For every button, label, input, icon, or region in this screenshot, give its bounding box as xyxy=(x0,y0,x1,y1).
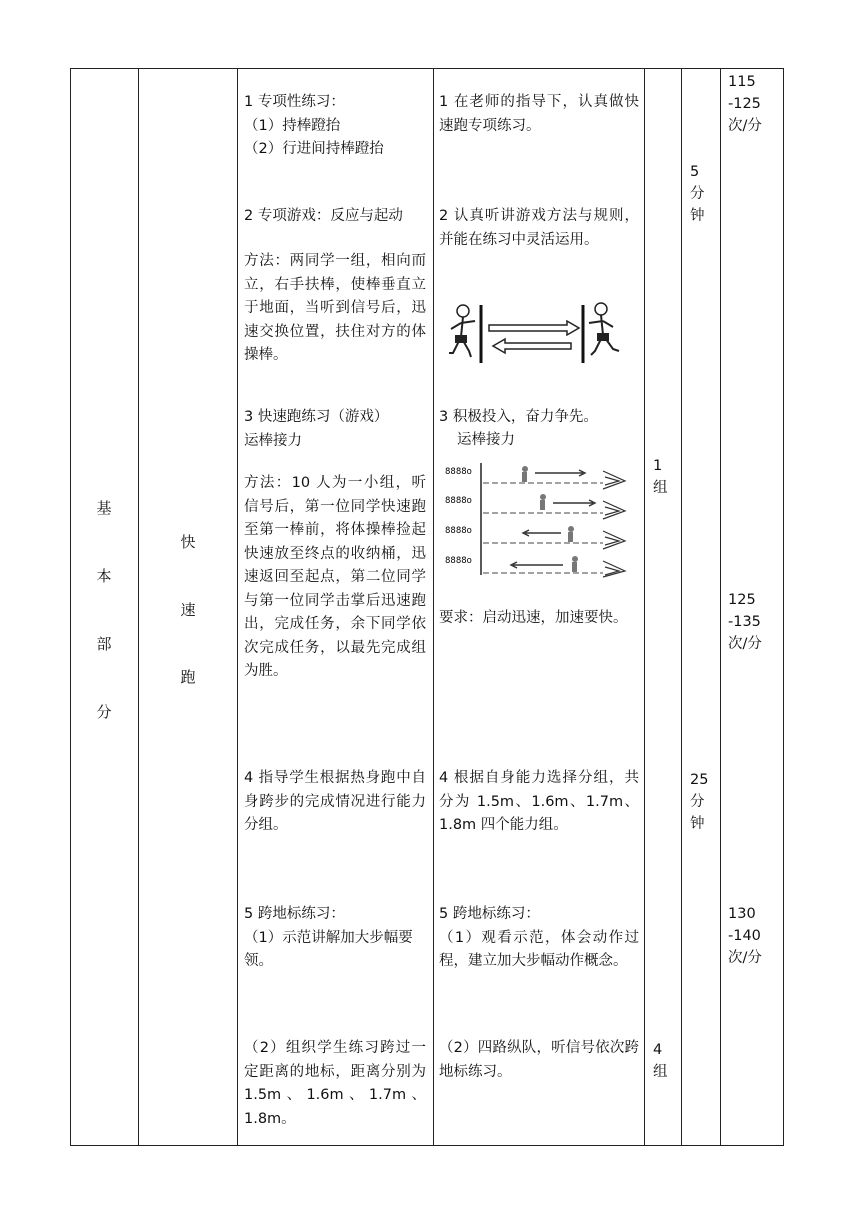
topic-label-char: 快 xyxy=(180,533,196,551)
student-item-3-sub: 运棒接力 xyxy=(457,432,515,448)
student-item-3-title: 3 积极投入，奋力争先。 xyxy=(439,409,598,425)
teacher-item-3-method: 方法：10 人为一小组，听信号后，第一位同学快速跑至第一棒前，将体操棒捡起快速放至终点的收纳桶，迅速返回至起点，第二位同学与第一位同学击掌后迅速跑出，完成任务，余下同学依次完成任务，以最先完成组为胜。 xyxy=(244,475,426,679)
col-divider xyxy=(644,69,645,1145)
lesson-table xyxy=(70,68,784,1146)
col-divider xyxy=(720,69,721,1145)
student-item-3-req: 要求：启动迅速，加速要快。 xyxy=(439,610,628,626)
section-label-char: 本 xyxy=(96,567,112,585)
section-label-char: 分 xyxy=(96,703,112,721)
student-item-5: 5 跨地标练习： （1）观看示范，体会动作过程，建立加大步幅动作概念。 xyxy=(439,906,639,969)
section-label-char: 部 xyxy=(96,635,112,653)
section-label-char: 基 xyxy=(96,499,112,517)
group-count: 4 组 xyxy=(653,1042,668,1080)
col-divider xyxy=(681,69,682,1145)
teacher-item-5: 5 跨地标练习： （1）示范讲解加大步幅要领。 xyxy=(244,906,413,969)
relay-group-marker: 8888o xyxy=(445,496,472,506)
topic-label-char: 跑 xyxy=(180,668,196,686)
teacher-item-3-title: 3 快速跑练习（游戏） 运棒接力 xyxy=(244,409,389,449)
teacher-item-2-method: 方法：两同学一组，相向而立，右手扶棒，使棒垂直立于地面，当听到信号后，迅速交换位置，扶住对方的体操棒。 xyxy=(244,253,426,363)
heart-rate: 115 -125 次/分 xyxy=(728,74,762,134)
student-item-5b: （2）四路纵队，听信号依次跨地标练习。 xyxy=(439,1040,639,1080)
time-duration: 5 分 钟 xyxy=(690,164,705,224)
col-divider xyxy=(237,69,238,1145)
teacher-item-4: 4 指导学生根据热身跑中自身跨步的完成情况进行能力分组。 xyxy=(244,770,426,833)
teacher-item-2-title: 2 专项游戏：反应与起动 xyxy=(244,208,403,224)
student-item-1: 1 在老师的指导下，认真做快速跑专项练习。 xyxy=(439,94,639,134)
student-item-2: 2 认真听讲游戏方法与规则，并能在练习中灵活运用。 xyxy=(439,208,639,248)
student-item-4: 4 根据自身能力选择分组，共分为 1.5m、1.6m、1.7m、1.8m 四个能力组。 xyxy=(439,770,639,833)
heart-rate: 125 -135 次/分 xyxy=(728,592,762,652)
relay-group-marker: 8888o xyxy=(445,467,472,477)
time-duration: 25 分 钟 xyxy=(690,772,709,832)
col-divider xyxy=(433,69,434,1145)
group-count: 1 组 xyxy=(653,458,668,496)
relay-group-marker: 8888o xyxy=(445,556,472,566)
relay-lanes-figure xyxy=(443,461,633,579)
topic-label-char: 速 xyxy=(180,601,196,619)
relay-group-marker: 8888o xyxy=(445,526,472,536)
teacher-item-1: 1 专项性练习： （1）持棒蹬抬 （2）行进间持棒蹬抬 xyxy=(244,94,384,157)
heart-rate: 130 -140 次/分 xyxy=(728,906,762,966)
swap-sticks-figure xyxy=(443,297,629,371)
col-divider xyxy=(138,69,139,1145)
teacher-item-5b: （2）组织学生练习跨过一定距离的地标，距离分别为 1.5m、1.6m、1.7m、1.8m。 xyxy=(244,1040,426,1127)
